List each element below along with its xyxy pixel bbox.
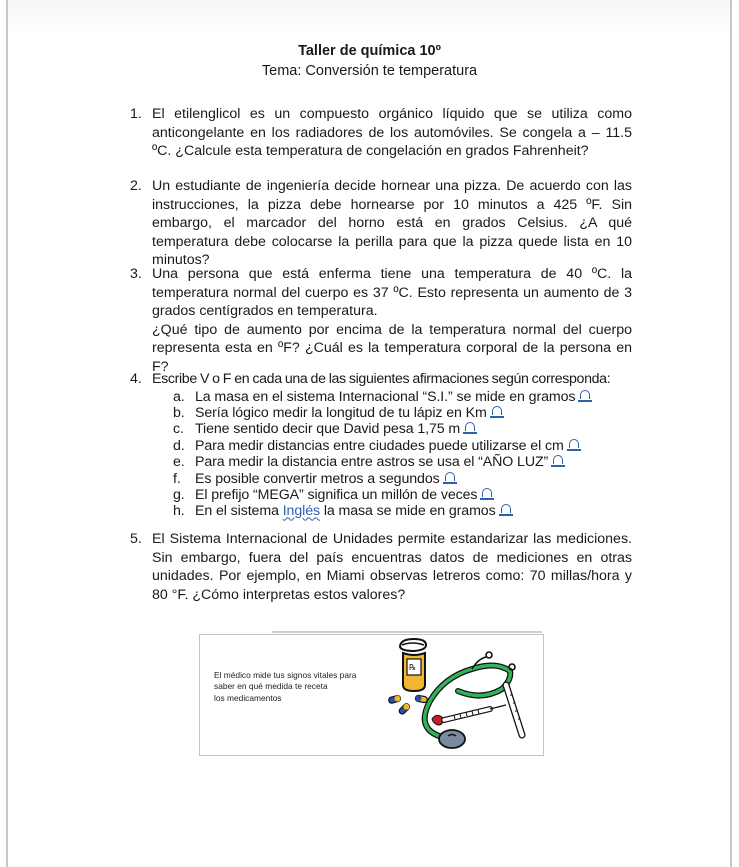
figure-caption [214,670,384,704]
pills-icon [388,695,428,715]
item-text: Sería lógico medir la longitud de tu lápiz en Km [195,405,487,421]
question-2 [130,177,632,270]
question-number: 1. [130,106,142,122]
answer-blank[interactable] [490,405,504,418]
question-number: 4. [130,371,142,387]
syringe-icon [432,705,506,725]
item-letter: c. [173,421,184,438]
item-text: La masa en el sistema Internacional “S.I.” se mide en gramos [195,388,576,405]
figure-top-rule [272,631,542,633]
true-false-list [173,389,632,520]
document-subtitle: Tema: Conversión te temperatura [261,63,478,79]
item-letter: h. [173,503,185,520]
question-text: El Sistema Internacional de Unidades permite estandarizar las mediciones. Sin embargo, fuera del país encuentras datos de mediciones en otras unidades. Por ejemplo, en Miami observas letreros como: 70 millas/hora y 80 °F. ¿Cómo interpretas estos valores? [152,531,632,603]
medical-clipart-icon [386,635,542,755]
pill-bottle-icon [400,639,426,691]
list-item [173,405,632,421]
question-3 [130,265,632,377]
list-item [173,487,632,503]
item-text: Es posible convertir metros a segundos [195,470,440,487]
question-number: 3. [130,266,142,282]
item-letter: d. [173,437,185,454]
answer-blank[interactable] [567,438,581,451]
answer-blank[interactable] [578,389,592,402]
caption-line: saber en qué medida te receta [214,681,328,692]
item-letter: g. [173,487,185,504]
thermometer-icon [506,685,522,735]
question-text-continued: ¿Qué tipo de aumento por encima de la temperatura normal del cuerpo representa esta en ºF? ¿Cuál es la temperatura corporal de la persona en F? [152,321,632,375]
item-letter: f. [173,470,181,487]
stethoscope-icon [425,652,515,748]
item-text: El prefijo “MEGA” significa un millón de veces [195,487,478,504]
caption-line: los medicamentos [214,692,282,703]
page-top-shade [8,0,730,34]
item-text-after: la masa se mide en gramos [323,503,496,520]
page-border-left [6,0,8,867]
item-text: Tiene sentido decir que David pesa 1,75 m [195,421,461,438]
answer-blank[interactable] [443,471,457,484]
question-4 [130,370,632,520]
answer-blank[interactable] [463,421,477,434]
question-5 [130,530,632,604]
item-text: Para medir la distancia entre astros se usa el “AÑO LUZ” [195,454,549,471]
list-item [173,471,632,487]
list-item [173,503,632,519]
question-text: Escribe V o F en cada una de las siguientes afirmaciones según corresponda: [152,371,611,387]
item-letter: a. [173,388,185,405]
question-text: Un estudiante de ingeniería decide hornear una pizza. De acuerdo con las instrucciones, la pizza debe hornearse por 10 minutos a 425 ºF. Sin embargo, el marcador del horno está en grados Celsius. ¿A qué temperatura debe colocarse la perilla para que la pizza quede lista en 10 minutos? [152,178,632,269]
page-border-right [730,0,732,867]
question-text: El etilenglicol es un compuesto orgánico líquido que se utiliza como anticongelante en los radiadores de los automóviles. Se congela a – 11.5 ºC. ¿Calcule esta temperatura de congelación en grados Fahrenheit? [152,106,632,160]
medical-figure [199,634,544,756]
svg-text:℞: ℞ [409,663,417,672]
answer-blank[interactable] [499,503,513,516]
medical-illustration [386,635,542,755]
caption-line: El médico mide tus signos vitales para [214,670,357,680]
list-item [173,389,632,405]
question-number: 5. [130,531,142,547]
question-text: Una persona que está enferma tiene una temperatura de 40 ºC. la temperatura normal del cuerpo es 37 ºC. Esto representa un aumento de 3 grados centígrados en temperatura. [152,266,632,320]
item-letter: b. [173,405,185,421]
item-letter: e. [173,454,185,471]
question-1 [130,105,632,161]
spellcheck-word[interactable]: Inglés [282,503,320,520]
list-item [173,454,632,470]
answer-blank[interactable] [480,487,494,500]
item-text: Para medir distancias entre ciudades puede utilizarse el cm [195,437,564,454]
document-header [0,41,739,81]
item-text-before: En el sistema [195,503,279,520]
question-number: 2. [130,178,142,194]
document-title: Taller de química 10º [298,43,441,59]
answer-blank[interactable] [551,454,565,467]
list-item [173,438,632,454]
list-item [173,421,632,437]
